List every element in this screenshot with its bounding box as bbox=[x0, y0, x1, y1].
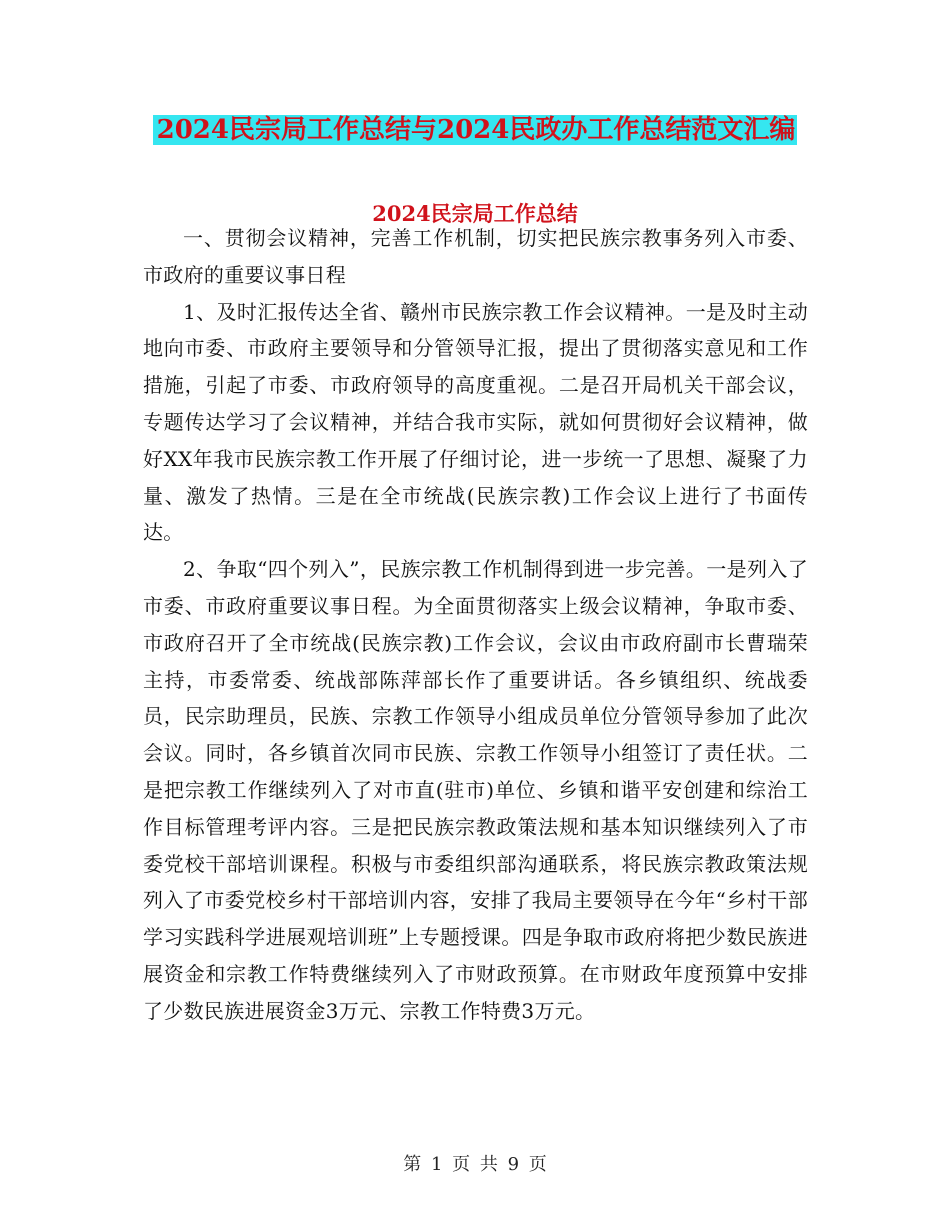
document-body bbox=[143, 220, 808, 1030]
document-title-text: 2024民宗局工作总结与2024民政办工作总结范文汇编 bbox=[153, 115, 798, 145]
document-title bbox=[0, 112, 950, 148]
paragraph-2: 1、及时汇报传达全省、赣州市民族宗教工作会议精神。一是及时主动地向市委、市政府主要领导和分管领导汇报，提出了贯彻落实意见和工作措施，引起了市委、市政府领导的高度重视。二是召开局机关干部会议，专题传达学习了会议精神，并结合我市实际，就如何贯彻好会议精神，做好XX年我市民族宗教工作开展了仔细讨论，进一步统一了思想、凝聚了力量、激发了热情。三是在全市统战(民族宗教)工作会议上进行了书面传达。 bbox=[143, 299, 808, 545]
page-number-footer: 第 1 页 共 9 页 bbox=[403, 1154, 547, 1175]
section-title: 2024民宗局工作总结 bbox=[372, 201, 578, 226]
paragraph-1: 一、贯彻会议精神，完善工作机制，切实把民族宗教事务列入市委、市政府的重要议事日程 bbox=[143, 226, 808, 287]
paragraph-3: 2、争取“四个列入”，民族宗教工作机制得到进一步完善。一是列入了市委、市政府重要议事日程。为全面贯彻落实上级会议精神，争取市委、市政府召开了全市统战(民族宗教)工作会议，会议由市政府副市长曹瑞荣主持，市委常委、统战部陈萍部长作了重要讲话。各乡镇组织、统战委员，民宗助理员，民族、宗教工作领导小组成员单位分管领导参加了此次会议。同时，各乡镇首次同市民族、宗教工作领导小组签订了责任状。二是把宗教工作继续列入了对市直(驻市)单位、乡镇和谐平安创建和综治工作目标管理考评内容。三是把民族宗教政策法规和基本知识继续列入了市委党校干部培训课程。积极与市委组织部沟通联系，将民族宗教政策法规列入了市委党校乡村干部培训内容，安排了我局主要领导在今年“乡村干部学习实践科学进展观培训班”上专题授课。四是争取市政府将把少数民族进展资金和宗教工作特费继续列入了市财政预算。在市财政年度预算中安排了少数民族进展资金3万元、宗教工作特费3万元。 bbox=[143, 557, 808, 1023]
